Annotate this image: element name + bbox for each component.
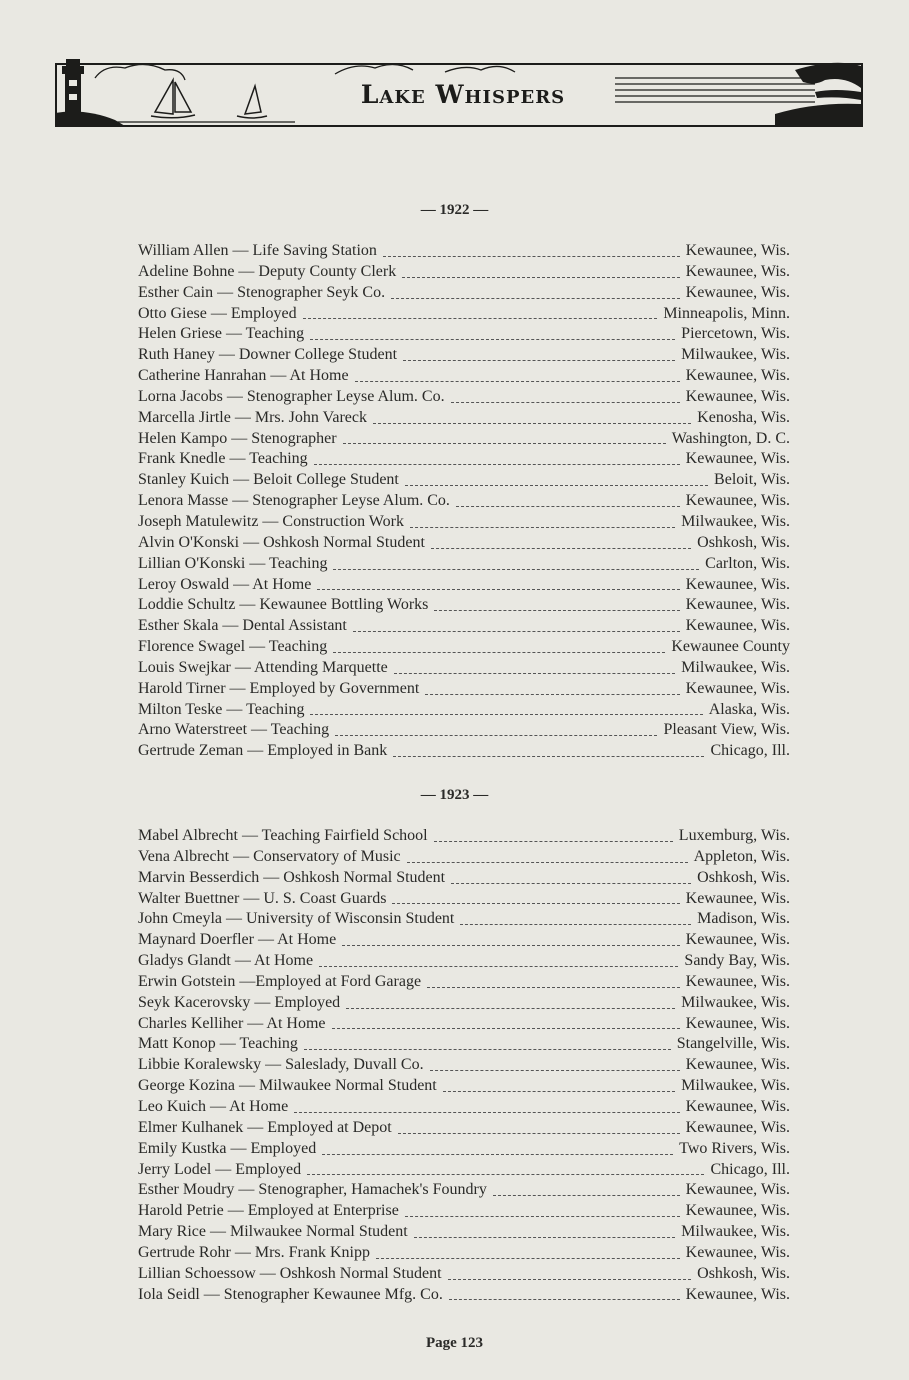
entry-location: Kewaunee, Wis. — [685, 1202, 790, 1220]
list-item — [138, 679, 790, 700]
list-item — [138, 1076, 790, 1097]
year-heading-1922: — 1922 — — [420, 202, 489, 218]
leader-line — [451, 883, 691, 884]
list-item — [138, 387, 790, 408]
entry-location: Kewaunee, Wis. — [685, 889, 790, 907]
entry-name-occupation: Esther Cain — Stenographer Seyk Co. — [138, 283, 386, 301]
leader-line — [294, 1112, 679, 1113]
entry-name-occupation: Vena Albrecht — Conservatory of Music — [138, 847, 401, 865]
leader-line — [427, 987, 680, 988]
lake-whispers-banner — [55, 58, 863, 130]
entry-location: Kewaunee, Wis. — [685, 450, 790, 468]
list-item — [138, 595, 790, 616]
list-item — [138, 972, 790, 993]
entry-location: Appleton, Wis. — [693, 847, 790, 865]
leader-line — [405, 485, 708, 486]
entry-name-occupation: George Kozina — Milwaukee Normal Student — [138, 1077, 437, 1095]
leader-line — [332, 1028, 680, 1029]
entry-name-occupation: Esther Moudry — Stenographer, Hamachek's Foundry — [138, 1181, 487, 1199]
entry-location: Kewaunee, Wis. — [685, 262, 790, 280]
entry-location: Kewaunee, Wis. — [685, 387, 790, 405]
entry-name-occupation: Lenora Masse — Stenographer Leyse Alum. Co. — [138, 492, 450, 510]
list-item — [138, 1055, 790, 1076]
leader-line — [434, 841, 673, 842]
list-item — [138, 868, 790, 889]
list-item — [138, 616, 790, 637]
banner-title: Lake Whispers — [360, 80, 566, 109]
cloud-icon — [95, 64, 515, 80]
entry-name-occupation: John Cmeyla — University of Wisconsin Student — [138, 910, 455, 928]
entry-location: Kewaunee, Wis. — [685, 972, 790, 990]
leader-line — [434, 610, 679, 611]
list-item — [138, 1201, 790, 1222]
entry-name-occupation: Erwin Gotstein —Employed at Ford Garage — [138, 972, 422, 990]
list-item — [138, 533, 790, 554]
leader-line — [307, 1174, 704, 1175]
entry-location: Kewaunee, Wis. — [685, 1097, 790, 1115]
entry-name-occupation: Ruth Haney — Downer College Student — [138, 346, 398, 364]
leader-line — [430, 1070, 680, 1071]
leader-line — [342, 945, 679, 946]
leader-line — [373, 423, 691, 424]
list-item — [138, 408, 790, 429]
leader-line — [383, 256, 680, 257]
entry-location: Kewaunee, Wis. — [685, 1181, 790, 1199]
entry-name-occupation: Stanley Kuich — Beloit College Student — [138, 471, 399, 489]
list-item — [138, 512, 790, 533]
entry-location: Milwaukee, Wis. — [681, 346, 790, 364]
entry-name-occupation: Marvin Besserdich — Oshkosh Normal Student — [138, 868, 446, 886]
entry-location: Kenosha, Wis. — [697, 408, 790, 426]
entry-location: Washington, D. C. — [671, 429, 790, 447]
page-number: Page 123 — [425, 1335, 484, 1351]
list-item — [138, 1014, 790, 1035]
entry-name-occupation: Adeline Bohne — Deputy County Clerk — [138, 262, 397, 280]
list-item — [138, 909, 790, 930]
entry-location: Luxemburg, Wis. — [678, 827, 790, 844]
leader-line — [343, 443, 666, 444]
entry-location: Milwaukee, Wis. — [681, 993, 790, 1011]
leader-line — [394, 673, 675, 674]
entry-location: Milwaukee, Wis. — [681, 1077, 790, 1095]
entry-name-occupation: Harold Petrie — Employed at Enterprise — [138, 1202, 399, 1220]
entry-name-occupation: Helen Kampo — Stenographer — [138, 429, 337, 447]
leader-line — [333, 652, 665, 653]
list-item — [138, 345, 790, 366]
list-item — [138, 637, 790, 658]
list-item — [138, 241, 790, 262]
leader-line — [319, 966, 678, 967]
leader-line — [333, 569, 699, 570]
leader-line — [456, 506, 680, 507]
list-item — [138, 741, 790, 762]
leader-line — [460, 924, 691, 925]
entry-location: Oshkosh, Wis. — [697, 533, 790, 551]
leader-line — [393, 756, 704, 757]
entry-name-occupation: William Allen — Life Saving Station — [138, 242, 377, 259]
entry-name-occupation: Elmer Kulhanek — Employed at Depot — [138, 1118, 392, 1136]
entry-location: Kewaunee County — [671, 638, 790, 656]
sailboat-icon — [151, 80, 267, 118]
entry-name-occupation: Gertrude Zeman — Employed in Bank — [138, 742, 388, 760]
entry-name-occupation: Maynard Doerfler — At Home — [138, 931, 337, 949]
entry-location: Kewaunee, Wis. — [685, 367, 790, 385]
entry-name-occupation: Helen Griese — Teaching — [138, 325, 305, 343]
list-item — [138, 993, 790, 1014]
leader-line — [448, 1279, 692, 1280]
entry-location: Kewaunee, Wis. — [685, 1118, 790, 1136]
entry-name-occupation: Gladys Glandt — At Home — [138, 952, 314, 970]
entry-location: Madison, Wis. — [697, 910, 790, 928]
list-item — [138, 575, 790, 596]
leader-line — [310, 714, 702, 715]
leader-line — [402, 277, 679, 278]
leader-line — [451, 402, 680, 403]
list-item — [138, 930, 790, 951]
list-item — [138, 1139, 790, 1160]
entry-name-occupation: Leo Kuich — At Home — [138, 1097, 289, 1115]
leader-line — [322, 1154, 673, 1155]
leader-line — [405, 1216, 680, 1217]
list-item — [138, 1243, 790, 1264]
entry-name-occupation: Leroy Oswald — At Home — [138, 575, 312, 593]
list-item — [138, 1285, 790, 1306]
entry-location: Two Rivers, Wis. — [679, 1139, 790, 1157]
entry-location: Oshkosh, Wis. — [697, 868, 790, 886]
entry-name-occupation: Lillian O'Konski — Teaching — [138, 554, 328, 572]
list-item — [138, 491, 790, 512]
entry-location: Chicago, Ill. — [710, 1160, 790, 1178]
leader-line — [414, 1237, 675, 1238]
list-item — [138, 1222, 790, 1243]
wave-icon — [775, 63, 861, 126]
entry-name-occupation: Catherine Hanrahan — At Home — [138, 367, 349, 385]
list-item — [138, 826, 790, 847]
entry-name-occupation: Emily Kustka — Employed — [138, 1139, 317, 1157]
alumni-list-1922 — [138, 241, 790, 762]
leader-line — [353, 631, 680, 632]
entry-location: Pleasant View, Wis. — [663, 721, 790, 739]
entry-name-occupation: Mary Rice — Milwaukee Normal Student — [138, 1223, 408, 1241]
leader-line — [310, 339, 675, 340]
list-item — [138, 366, 790, 387]
entry-name-occupation: Iola Seidl — Stenographer Kewaunee Mfg. Co. — [138, 1285, 443, 1303]
entry-location: Kewaunee, Wis. — [685, 1014, 790, 1032]
list-item — [138, 1160, 790, 1181]
entry-location: Kewaunee, Wis. — [685, 283, 790, 301]
entry-location: Kewaunee, Wis. — [685, 1243, 790, 1261]
leader-line — [403, 360, 675, 361]
entry-location: Carlton, Wis. — [705, 554, 790, 572]
list-item — [138, 1118, 790, 1139]
leader-line — [392, 903, 679, 904]
leader-line — [355, 381, 680, 382]
leader-line — [391, 298, 680, 299]
leader-line — [398, 1133, 680, 1134]
entry-name-occupation: Florence Swagel — Teaching — [138, 638, 328, 656]
list-item — [138, 554, 790, 575]
entry-location: Sandy Bay, Wis. — [684, 952, 790, 970]
list-item — [138, 283, 790, 304]
leader-line — [303, 318, 658, 319]
entry-location: Kewaunee, Wis. — [685, 492, 790, 510]
list-item — [138, 324, 790, 345]
entry-location: Alaska, Wis. — [708, 700, 790, 718]
leader-line — [314, 464, 680, 465]
year-heading-1923: — 1923 — — [420, 787, 489, 803]
entry-name-occupation: Lorna Jacobs — Stenographer Leyse Alum. Co. — [138, 387, 445, 405]
alumni-list-1923 — [138, 826, 790, 1305]
entry-name-occupation: Esther Skala — Dental Assistant — [138, 617, 347, 635]
entry-location: Chicago, Ill. — [710, 742, 790, 760]
entry-name-occupation: Loddie Schultz — Kewaunee Bottling Works — [138, 596, 429, 614]
entry-name-occupation: Walter Buettner — U. S. Coast Guards — [138, 889, 387, 907]
list-item — [138, 1034, 790, 1055]
leader-line — [410, 527, 675, 528]
entry-location: Kewaunee, Wis. — [685, 596, 790, 614]
leader-line — [346, 1008, 675, 1009]
list-item — [138, 304, 790, 325]
entry-location: Kewaunee, Wis. — [685, 1285, 790, 1303]
entry-location: Kewaunee, Wis. — [685, 617, 790, 635]
entry-location: Minneapolis, Minn. — [663, 304, 790, 322]
leader-line — [443, 1091, 675, 1092]
leader-line — [317, 589, 679, 590]
entry-location: Kewaunee, Wis. — [685, 679, 790, 697]
list-item — [138, 700, 790, 721]
entry-name-occupation: Mabel Albrecht — Teaching Fairfield School — [138, 827, 428, 844]
entry-name-occupation: Harold Tirner — Employed by Government — [138, 679, 420, 697]
entry-location: Beloit, Wis. — [714, 471, 790, 489]
lighthouse-icon — [55, 59, 125, 126]
entry-name-occupation: Seyk Kacerovsky — Employed — [138, 993, 341, 1011]
entry-location: Stangelville, Wis. — [676, 1035, 790, 1053]
entry-name-occupation: Gertrude Rohr — Mrs. Frank Knipp — [138, 1243, 370, 1261]
entry-location: Milwaukee, Wis. — [681, 1223, 790, 1241]
entry-name-occupation: Louis Swejkar — Attending Marquette — [138, 658, 388, 676]
entry-name-occupation: Frank Knedle — Teaching — [138, 450, 308, 468]
entry-name-occupation: Lillian Schoessow — Oshkosh Normal Student — [138, 1264, 442, 1282]
list-item — [138, 470, 790, 491]
leader-line — [335, 735, 657, 736]
leader-line — [431, 548, 691, 549]
leader-line — [449, 1299, 680, 1300]
entry-name-occupation: Milton Teske — Teaching — [138, 700, 305, 718]
entry-name-occupation: Alvin O'Konski — Oshkosh Normal Student — [138, 533, 425, 551]
entry-location: Oshkosh, Wis. — [697, 1264, 790, 1282]
entry-location: Piercetown, Wis. — [681, 325, 790, 343]
entry-name-occupation: Libbie Koralewsky — Saleslady, Duvall Co. — [138, 1056, 424, 1074]
entry-location: Kewaunee, Wis. — [685, 242, 790, 259]
list-item — [138, 1264, 790, 1285]
list-item — [138, 658, 790, 679]
list-item — [138, 1097, 790, 1118]
list-item — [138, 429, 790, 450]
entry-location: Kewaunee, Wis. — [685, 931, 790, 949]
list-item — [138, 720, 790, 741]
entry-location: Kewaunee, Wis. — [685, 575, 790, 593]
leader-line — [407, 862, 688, 863]
list-item — [138, 449, 790, 470]
entry-name-occupation: Matt Konop — Teaching — [138, 1035, 298, 1053]
entry-name-occupation: Jerry Lodel — Employed — [138, 1160, 302, 1178]
entry-name-occupation: Marcella Jirtle — Mrs. John Vareck — [138, 408, 367, 426]
list-item — [138, 951, 790, 972]
entry-name-occupation: Charles Kelliher — At Home — [138, 1014, 326, 1032]
list-item — [138, 262, 790, 283]
entry-location: Kewaunee, Wis. — [685, 1056, 790, 1074]
entry-name-occupation: Joseph Matulewitz — Construction Work — [138, 512, 404, 530]
entry-location: Milwaukee, Wis. — [681, 658, 790, 676]
list-item — [138, 847, 790, 868]
leader-line — [304, 1049, 671, 1050]
entry-name-occupation: Arno Waterstreet — Teaching — [138, 721, 330, 739]
entry-location: Milwaukee, Wis. — [681, 512, 790, 530]
leader-line — [376, 1258, 680, 1259]
leader-line — [425, 694, 679, 695]
list-item — [138, 1180, 790, 1201]
entry-name-occupation: Otto Giese — Employed — [138, 304, 297, 322]
list-item — [138, 889, 790, 910]
leader-line — [493, 1195, 680, 1196]
